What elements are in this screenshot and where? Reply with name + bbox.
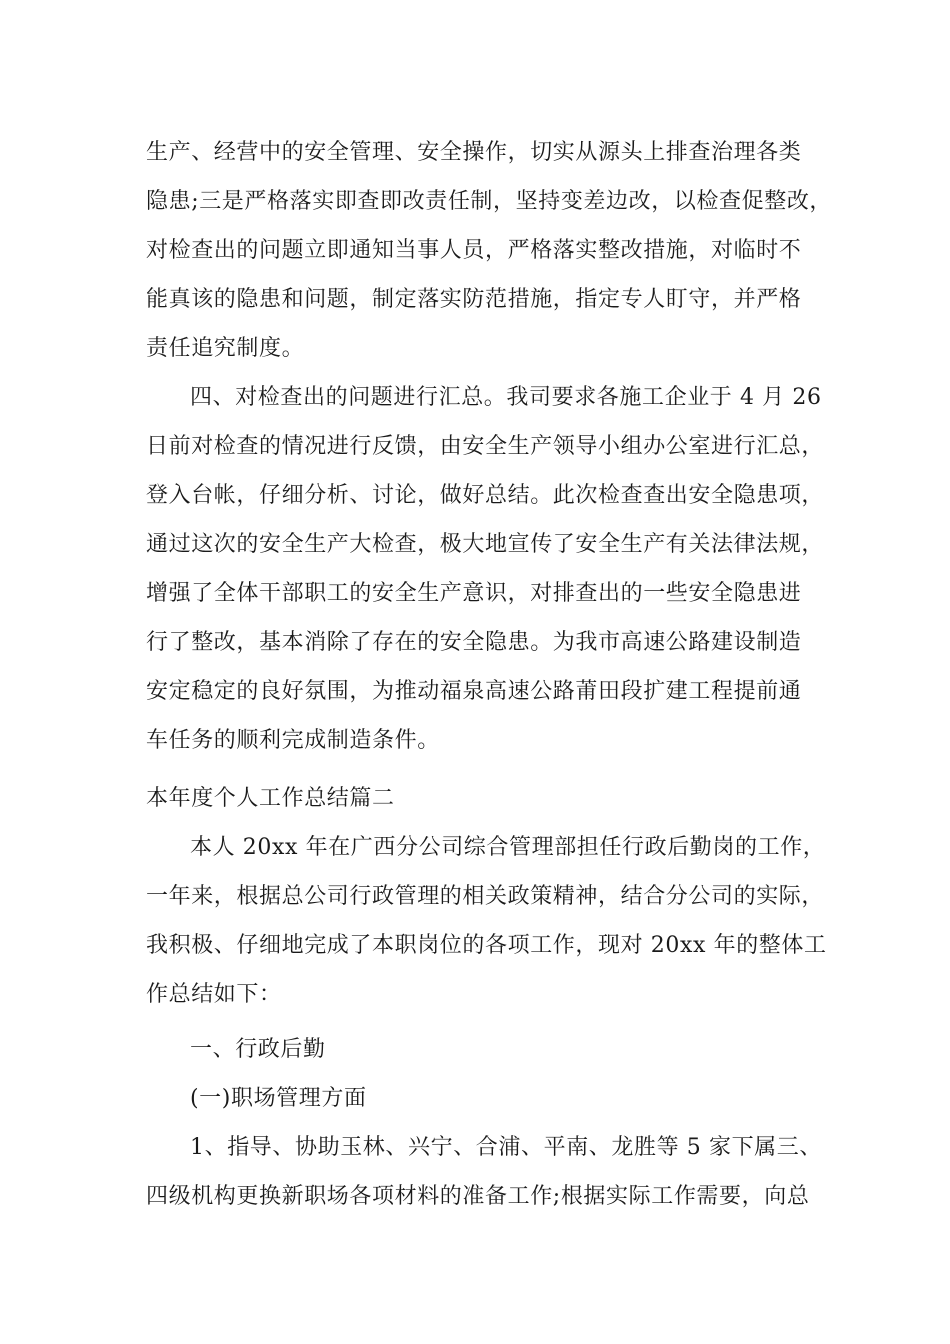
text-line: 我积极、仔细地完成了本职岗位的各项工作，现对 20xx 年的整体工 <box>146 933 827 958</box>
paragraph-start-line: 四、对检查出的问题进行汇总。我司要求各施工企业于 4 月 26 <box>190 385 822 410</box>
text-line: 生产、经营中的安全管理、安全操作，切实从源头上排查治理各类 <box>146 140 802 165</box>
text-line: 作总结如下： <box>146 982 282 1007</box>
paragraph-start-line: 1、指导、协助玉林、兴宁、合浦、平南、龙胜等 5 家下属三、 <box>190 1135 822 1160</box>
subheading: 一、行政后勤 <box>190 1037 326 1062</box>
text-line: 四级机构更换新职场各项材料的准备工作;根据实际工作需要，向总 <box>146 1184 810 1209</box>
text-line: 能真该的隐患和问题，制定落实防范措施，指定专人盯守，并严格 <box>146 287 802 312</box>
paragraph-start-line: 本人 20xx 年在广西分公司综合管理部担任行政后勤岗的工作， <box>190 835 826 860</box>
text-line: 隐患;三是严格落实即查即改责任制，坚持变差边改，以检查促整改， <box>146 189 833 214</box>
text-line: 一年来，根据总公司行政管理的相关政策精神，结合分公司的实际， <box>146 884 825 909</box>
text-line: 行了整改，基本消除了存在的安全隐患。为我市高速公路建设制造 <box>146 630 802 655</box>
text-line: 登入台帐，仔细分析、讨论，做好总结。此次检查查出安全隐患项， <box>146 483 825 508</box>
text-line: 对检查出的问题立即通知当事人员，严格落实整改措施，对临时不 <box>146 238 802 263</box>
text-line: 安定稳定的良好氛围，为推动福泉高速公路莆田段扩建工程提前通 <box>146 679 802 704</box>
text-line: 通过这次的安全生产大检查，极大地宣传了安全生产有关法律法规， <box>146 532 825 557</box>
text-line: 车任务的顺利完成制造条件。 <box>146 728 440 753</box>
text-line: 日前对检查的情况进行反馈，由安全生产领导小组办公室进行汇总， <box>146 434 825 459</box>
text-line: 增强了全体干部职工的安全生产意识，对排查出的一些安全隐患进 <box>146 581 802 606</box>
text-line: 责任追究制度。 <box>146 336 305 361</box>
section-heading: 本年度个人工作总结篇二 <box>146 786 395 811</box>
subheading: (一)职场管理方面 <box>190 1086 367 1111</box>
